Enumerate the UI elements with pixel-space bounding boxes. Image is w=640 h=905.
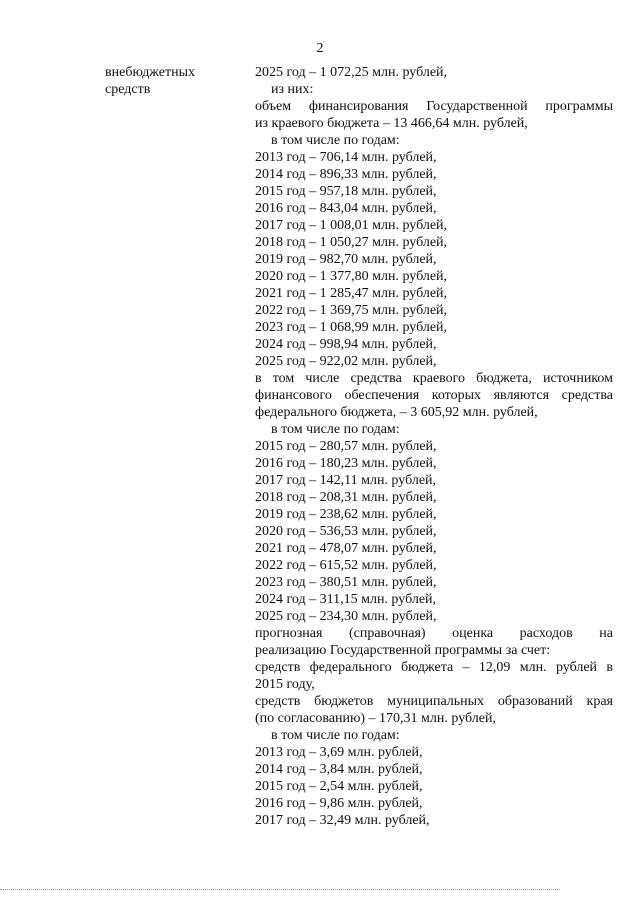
text-line: 2025 год – 234,30 млн. рублей,	[255, 609, 437, 624]
text-line: 2015 году,	[255, 677, 315, 692]
text-line: 2021 год – 478,07 млн. рублей,	[255, 541, 437, 556]
text-line: 2016 год – 9,86 млн. рублей,	[255, 796, 423, 811]
text-line: 2020 год – 1 377,80 млн. рублей,	[255, 269, 448, 284]
text-line: 2016 год – 180,23 млн. рублей,	[255, 456, 437, 471]
text-line: 2025 год – 922,02 млн. рублей,	[255, 354, 437, 369]
text-line: в том числе средства краевого бюджета, источником	[255, 371, 613, 386]
text-line: 2022 год – 615,52 млн. рублей,	[255, 558, 437, 573]
text-line: прогнозная (справочная) оценка расходов на	[255, 626, 613, 641]
text-line: 2015 год – 957,18 млн. рублей,	[255, 184, 437, 199]
text-line: 2023 год – 1 068,99 млн. рублей,	[255, 320, 448, 335]
text-line: 2021 год – 1 285,47 млн. рублей,	[255, 286, 448, 301]
text-line: 2014 год – 896,33 млн. рублей,	[255, 167, 437, 182]
text-line: объем финансирования Государственной программы	[255, 99, 613, 114]
text-line: 2024 год – 998,94 млн. рублей,	[255, 337, 437, 352]
text-line: реализацию Государственной программы за счет:	[255, 643, 551, 658]
text-line: 2020 год – 536,53 млн. рублей,	[255, 524, 437, 539]
text-line: 2015 год – 2,54 млн. рублей,	[255, 779, 423, 794]
text-line: 2023 год – 380,51 млн. рублей,	[255, 575, 437, 590]
text-line: в том числе по годам:	[271, 133, 400, 148]
text-line: 2018 год – 208,31 млн. рублей,	[255, 490, 437, 505]
text-line: 2025 год – 1 072,25 млн. рублей,	[255, 65, 448, 80]
text-line: из краевого бюджета – 13 466,64 млн. рублей,	[255, 116, 528, 131]
text-line: 2024 год – 311,15 млн. рублей,	[255, 592, 437, 607]
text-line: средств федерального бюджета – 12,09 млн. рублей в	[255, 660, 613, 675]
text-line: 2019 год – 982,70 млн. рублей,	[255, 252, 437, 267]
text-line: 2017 год – 142,11 млн. рублей,	[255, 473, 437, 488]
text-line: 2016 год – 843,04 млн. рублей,	[255, 201, 437, 216]
bottom-scan-edge	[0, 889, 560, 890]
text-line: 2017 год – 1 008,01 млн. рублей,	[255, 218, 448, 233]
row-label-line-1: внебюджетных	[105, 65, 196, 80]
text-line: 2013 год – 706,14 млн. рублей,	[255, 150, 437, 165]
text-line: 2013 год – 3,69 млн. рублей,	[255, 745, 423, 760]
text-line: средств бюджетов муниципальных образований края	[255, 694, 613, 709]
text-line: 2015 год – 280,57 млн. рублей,	[255, 439, 437, 454]
text-line: 2022 год – 1 369,75 млн. рублей,	[255, 303, 448, 318]
text-line: (по согласованию) – 170,31 млн. рублей,	[255, 711, 496, 726]
text-line: федерального бюджета, – 3 605,92 млн. рублей,	[255, 405, 538, 420]
row-label	[105, 64, 245, 98]
text-line: 2018 год – 1 050,27 млн. рублей,	[255, 235, 448, 250]
text-line: 2017 год – 32,49 млн. рублей,	[255, 813, 430, 828]
text-line: в том числе по годам:	[271, 422, 400, 437]
page-number: 2	[316, 41, 324, 56]
text-line: 2014 год – 3,84 млн. рублей,	[255, 762, 423, 777]
text-line: финансового обеспечения которых являются средства	[255, 388, 613, 403]
text-line: 2019 год – 238,62 млн. рублей,	[255, 507, 437, 522]
text-line: из них:	[271, 82, 314, 97]
row-label-line-2: средств	[105, 82, 151, 97]
funding-details	[255, 64, 613, 829]
text-line: в том числе по годам:	[271, 728, 400, 743]
